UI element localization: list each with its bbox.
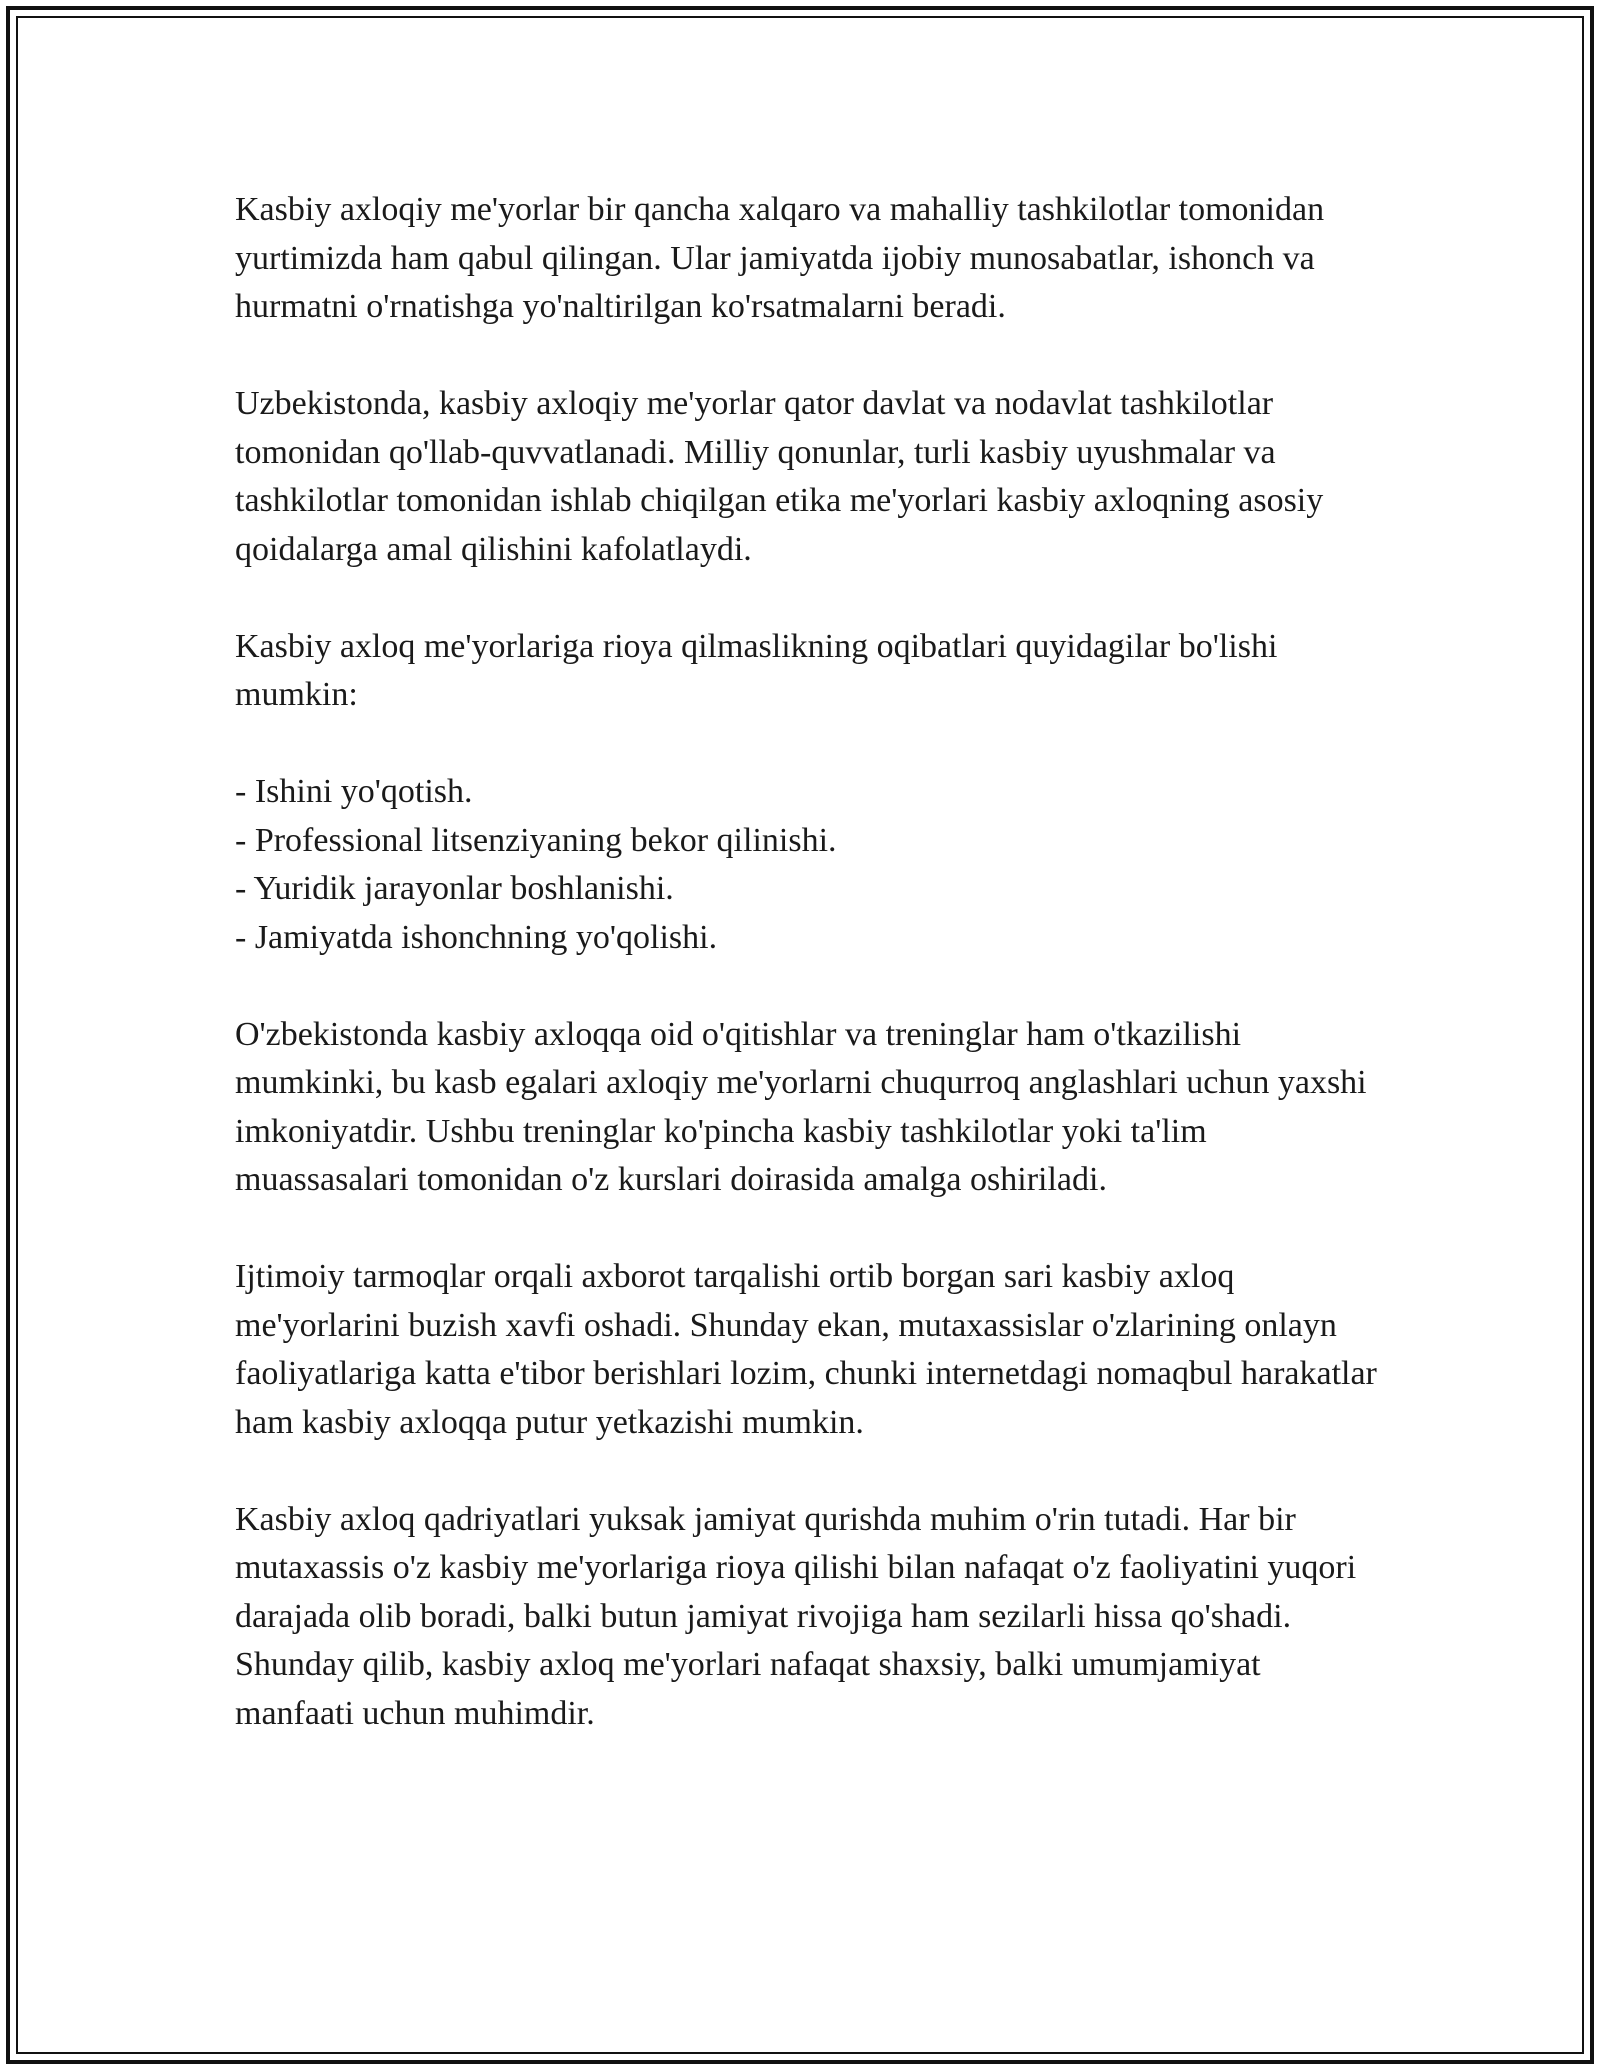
list-item: - Ishini yo'qotish. — [235, 773, 473, 810]
list-item: - Yuridik jarayonlar boshlanishi. — [235, 870, 674, 907]
paragraph-4: O'zbekistonda kasbiy axloqqa oid o'qitishlar va treninglar ham o'tkazilishi mumkinki, bu kasb egalari axloqiy me'yorlarni chuqurroq anglashlari uchun yaxshi imkoniyatdir. Ushbu treninglar ko'pincha kasbiy tashkilotlar yoki ta'lim muassasalari tomonidan o'z kurslari doirasida amalga oshiriladi. — [235, 1015, 1367, 1198]
list-item: - Jamiyatda ishonchning yo'qolishi. — [235, 918, 718, 956]
list-item: - Professional litsenziyaning bekor qilinishi. — [235, 821, 837, 859]
document-body — [235, 186, 1385, 1787]
paragraph-3: Kasbiy axloq me'yorlariga rioya qilmaslikning oqibatlari quyidagilar bo'lishi mumkin: — [235, 627, 1278, 713]
paragraph-2: Uzbekistonda, kasbiy axloqiy me'yorlar qator davlat va nodavlat tashkilotlar tomonidan qo'llab-quvvatlanadi. Milliy qonunlar, turli kasbiy uyushmalar va tashkilotlar tomonidan ishlab chiqilgan etika me'yorlari kasbiy axloqning asosiy qoidalarga amal qilishini kafolatlaydi. — [235, 385, 1324, 568]
paragraph-6: Kasbiy axloq qadriyatlari yuksak jamiyat qurishda muhim o'rin tutadi. Har bir mutaxassis o'z kasbiy me'yorlariga rioya qilishi bilan nafaqat o'z faoliyatini yuqori darajada olib boradi, balki butun jamiyat rivojiga ham sezilarli hissa qo'shadi. Shunday qilib, kasbiy axloq me'yorlari nafaqat shaxsiy, balki umumjamiyat manfaati uchun muhimdir. — [235, 1500, 1357, 1732]
paragraph-5: Ijtimoiy tarmoqlar orqali axborot tarqalishi ortib borgan sari kasbiy axloq me'yorlarini buzish xavfi oshadi. Shunday ekan, mutaxassislar o'zlarining onlayn faoliyatlariga katta e'tibor berishlari lozim, chunki internetdagi nomaqbul harakatlar ham kasbiy axloqqa putur yetkazishi mumkin. — [235, 1258, 1377, 1441]
consequences-list — [235, 768, 1385, 962]
paragraph-1: Kasbiy axloqiy me'yorlar bir qancha xalqaro va mahalliy tashkilotlar tomonidan yurtimizda ham qabul qilingan. Ular jamiyatda ijobiy munosabatlar, ishonch va hurmatni o'rnatishga yo'naltirilgan ko'rsatmalarni beradi. — [235, 191, 1325, 325]
